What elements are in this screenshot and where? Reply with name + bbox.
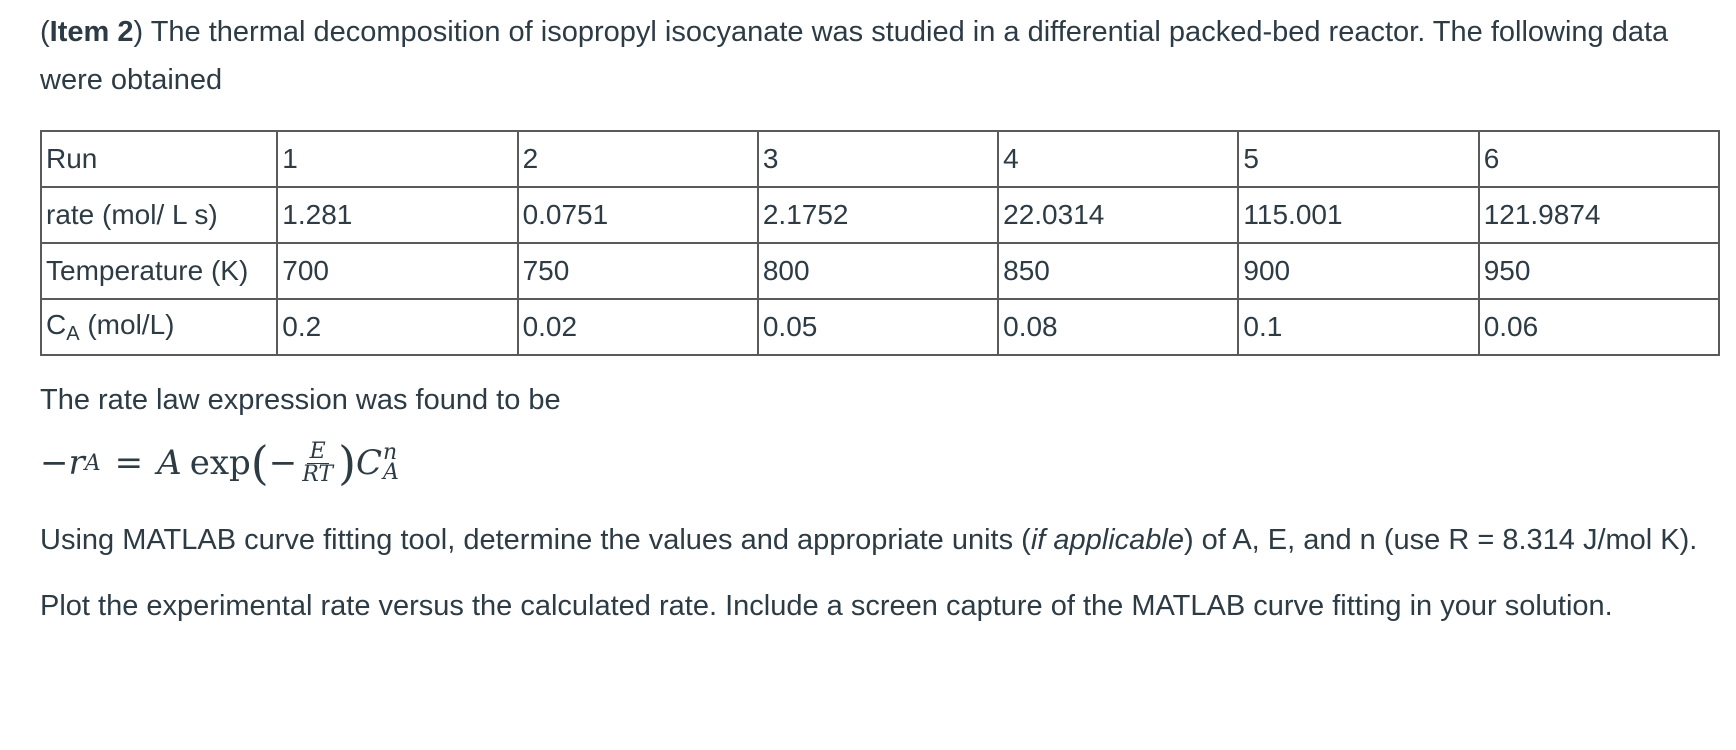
row-header-rate: rate (mol/ L s) [41, 187, 277, 243]
formula-equals: = [114, 443, 144, 483]
ca-units: (mol/L) [79, 308, 175, 340]
table-cell: 0.1 [1238, 299, 1478, 355]
intro-text: ) The thermal decomposition of isopropyl isocyanate was studied in a differential packed-bed reactor. The following data were obtained [40, 16, 1669, 96]
table-cell: 4 [998, 131, 1238, 187]
table-cell: 115.001 [1238, 187, 1478, 243]
table-cell: 22.0314 [998, 187, 1238, 243]
intro-paragraph: (Item 2) The thermal decomposition of isopropyl isocyanate was studied in a differential packed-bed reactor. The following data were obtained [40, 16, 1669, 96]
formula-close-paren: ) [338, 436, 357, 490]
table-cell: 0.08 [998, 299, 1238, 355]
formula-neg-r: −r [40, 443, 85, 483]
instructions-text-a: Using MATLAB curve fitting tool, determine the values and appropriate units ( [40, 524, 1031, 556]
fraction-denominator: RT [302, 461, 334, 487]
row-header-run: Run [41, 131, 277, 187]
table-cell: 0.2 [277, 299, 517, 355]
ca-symbol: C [46, 308, 67, 340]
table-cell: 2 [518, 131, 758, 187]
table-cell: 2.1752 [758, 187, 998, 243]
formula-a: A [157, 443, 182, 483]
table-cell: 1.281 [277, 187, 517, 243]
table-cell: 5 [1238, 131, 1478, 187]
instructions-emphasis: if applicable [1030, 524, 1184, 556]
ca-subscript: A [66, 322, 80, 345]
row-header-concentration [41, 299, 277, 355]
table-cell: 850 [998, 243, 1238, 299]
row-header-temperature: Temperature (K) [41, 243, 277, 299]
fraction-numerator: E [307, 441, 329, 464]
instructions-text-b: ) of A, E, and n (use R = 8.314 J/mol K). [1183, 524, 1698, 556]
table-cell: 700 [277, 243, 517, 299]
table-row [41, 187, 1719, 243]
item-label: Item 2 [49, 16, 134, 48]
formula-c-scripts [383, 440, 399, 485]
table-cell: 750 [518, 243, 758, 299]
table-cell: 0.0751 [518, 187, 758, 243]
table-cell: 0.02 [518, 299, 758, 355]
table-cell: 0.06 [1479, 299, 1719, 355]
table-row [41, 299, 1719, 355]
table-cell: 800 [758, 243, 998, 299]
formula-minus: − [268, 443, 298, 483]
instructions-paragraph-2: Plot the experimental rate versus the calculated rate. Include a screen capture of the MATLAB curve fitting in your solution. [40, 590, 1613, 622]
table-cell: 0.05 [758, 299, 998, 355]
data-table [40, 130, 1720, 356]
problem-content [40, 8, 1720, 630]
instructions-paragraph-1 [40, 516, 1720, 564]
table-cell: 1 [277, 131, 517, 187]
formula-c-subscript: A [383, 460, 399, 485]
formula-open-paren: ( [250, 436, 269, 490]
table-cell: 121.9874 [1479, 187, 1719, 243]
table-row [41, 243, 1719, 299]
table-cell: 3 [758, 131, 998, 187]
rate-law-formula [40, 428, 1720, 498]
formula-exponent: n [383, 440, 398, 465]
table-cell: 900 [1238, 243, 1478, 299]
table-cell: 950 [1479, 243, 1719, 299]
table-row [41, 131, 1719, 187]
table-cell: 6 [1479, 131, 1719, 187]
formula-r-subscript: A [84, 450, 101, 476]
rate-law-intro: The rate law expression was found to be [40, 384, 561, 416]
formula-fraction [299, 438, 336, 487]
formula-exp: exp [189, 443, 251, 483]
formula-c: C [356, 443, 383, 483]
